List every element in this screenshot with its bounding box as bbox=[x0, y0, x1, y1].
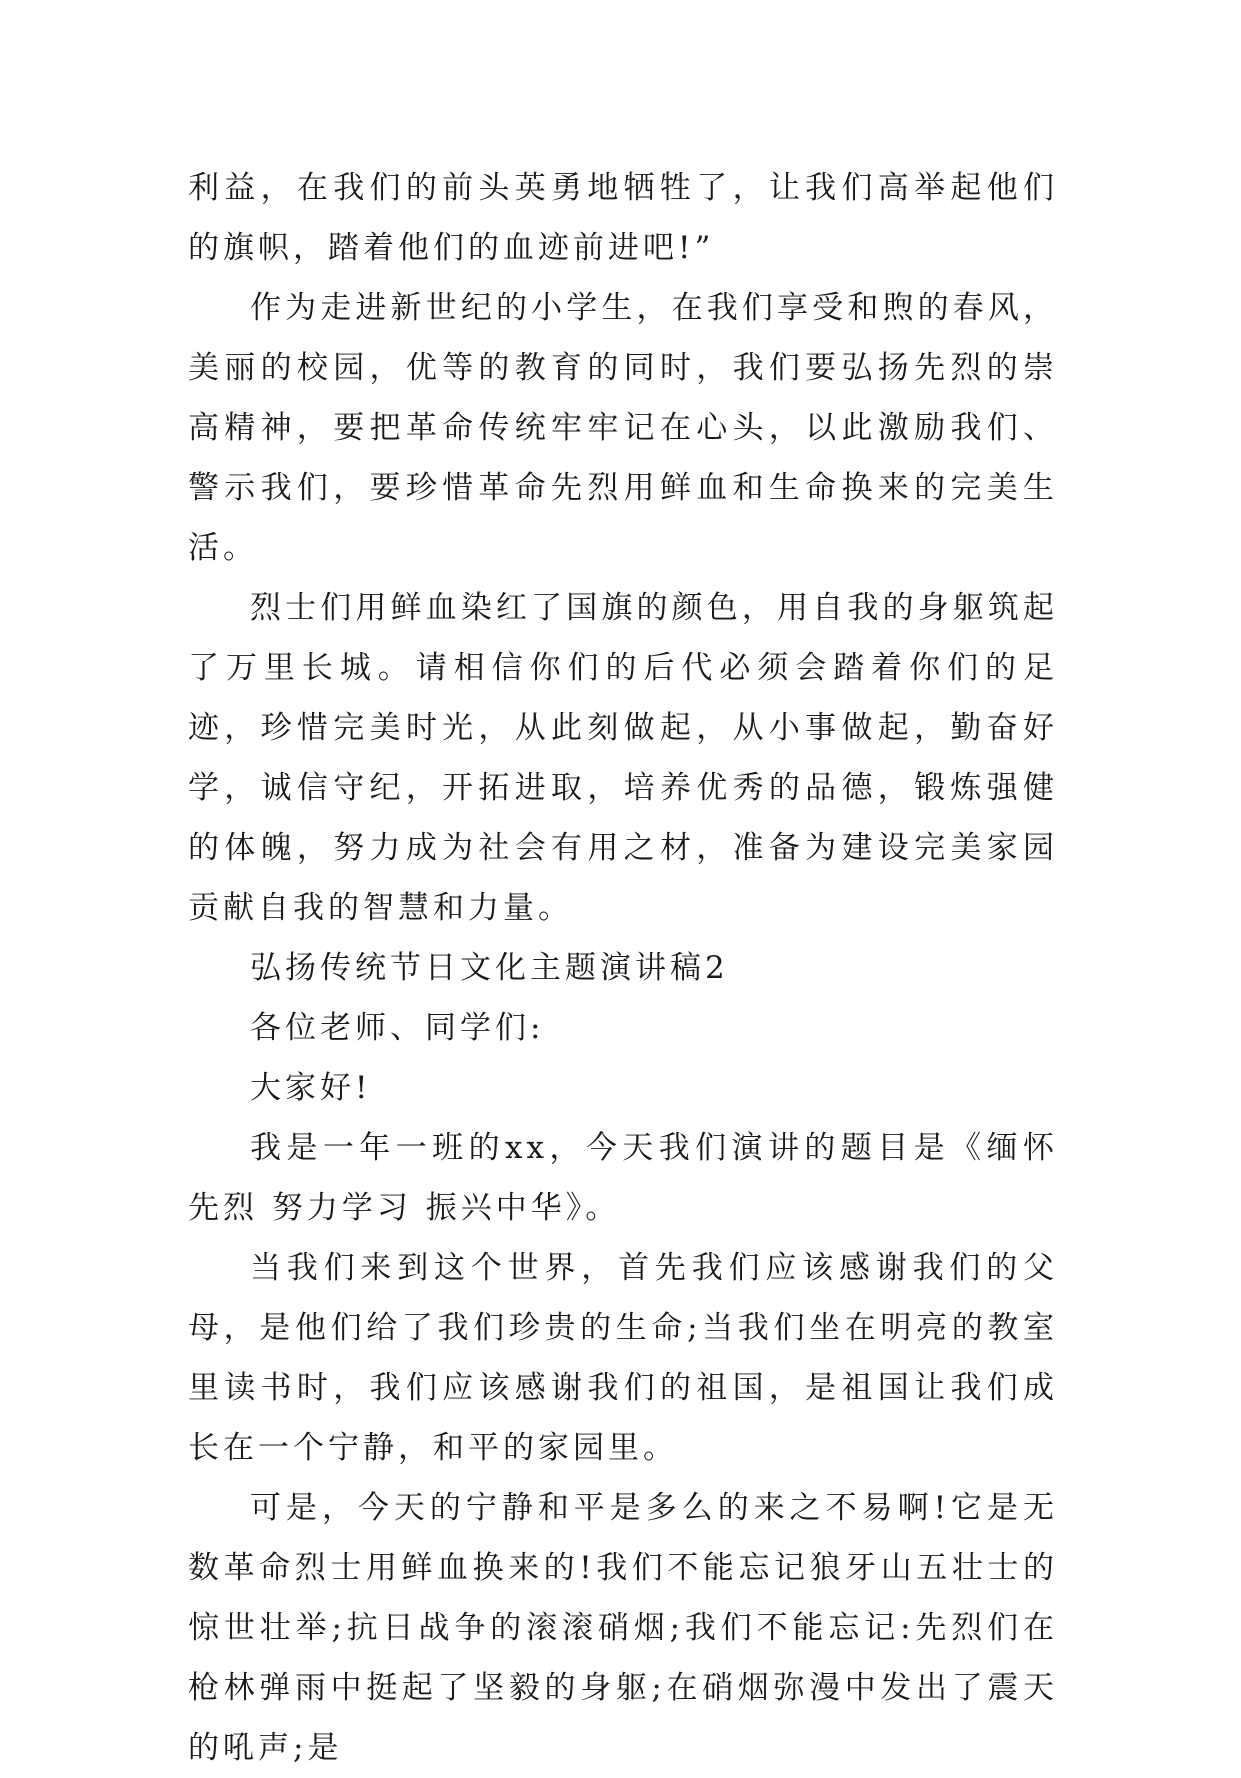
paragraph: 作为走进新世纪的小学生，在我们享受和煦的春风，美丽的校园，优等的教育的同时，我们要弘扬先烈的崇高精神，要把革命传统牢牢记在心头，以此激励我们、警示我们，要珍惜革命先烈用鲜血和生命换来的完美生活。 bbox=[188, 290, 1058, 566]
paragraph: 烈士们用鲜血染红了国旗的颜色，用自我的身躯筑起了万里长城。请相信你们的后代必须会踏着你们的足迹，珍惜完美时光，从此刻做起，从小事做起，勤奋好学，诚信守纪，开拓进取，培养优秀的品德，锻炼强健的体魄，努力成为社会有用之材，准备为建设完美家园贡献自我的智慧和力量。 bbox=[188, 590, 1058, 926]
paragraph: 我是一年一班的xx，今天我们演讲的题目是《缅怀先烈 努力学习 振兴中华》。 bbox=[188, 1130, 1058, 1226]
document-body bbox=[188, 158, 1058, 1778]
paragraph: 可是，今天的宁静和平是多么的来之不易啊!它是无数革命烈士用鲜血换来的!我们不能忘记狼牙山五壮士的惊世壮举;抗日战争的滚滚硝烟;我们不能忘记:先烈们在枪林弹雨中挺起了坚毅的身躯;在硝烟弥漫中发出了震天的吼声;是 bbox=[188, 1490, 1058, 1766]
paragraph: 利益，在我们的前头英勇地牺牲了，让我们高举起他们的旗帜，踏着他们的血迹前进吧!” bbox=[188, 170, 1058, 266]
greeting: 大家好! bbox=[250, 1070, 372, 1106]
salutation: 各位老师、同学们: bbox=[250, 1010, 545, 1046]
paragraph: 当我们来到这个世界，首先我们应该感谢我们的父母，是他们给了我们珍贵的生命;当我们坐在明亮的教室里读书时，我们应该感谢我们的祖国，是祖国让我们成长在一个宁静，和平的家园里。 bbox=[188, 1250, 1058, 1466]
section-heading: 弘扬传统节日文化主题演讲稿2 bbox=[250, 950, 729, 986]
